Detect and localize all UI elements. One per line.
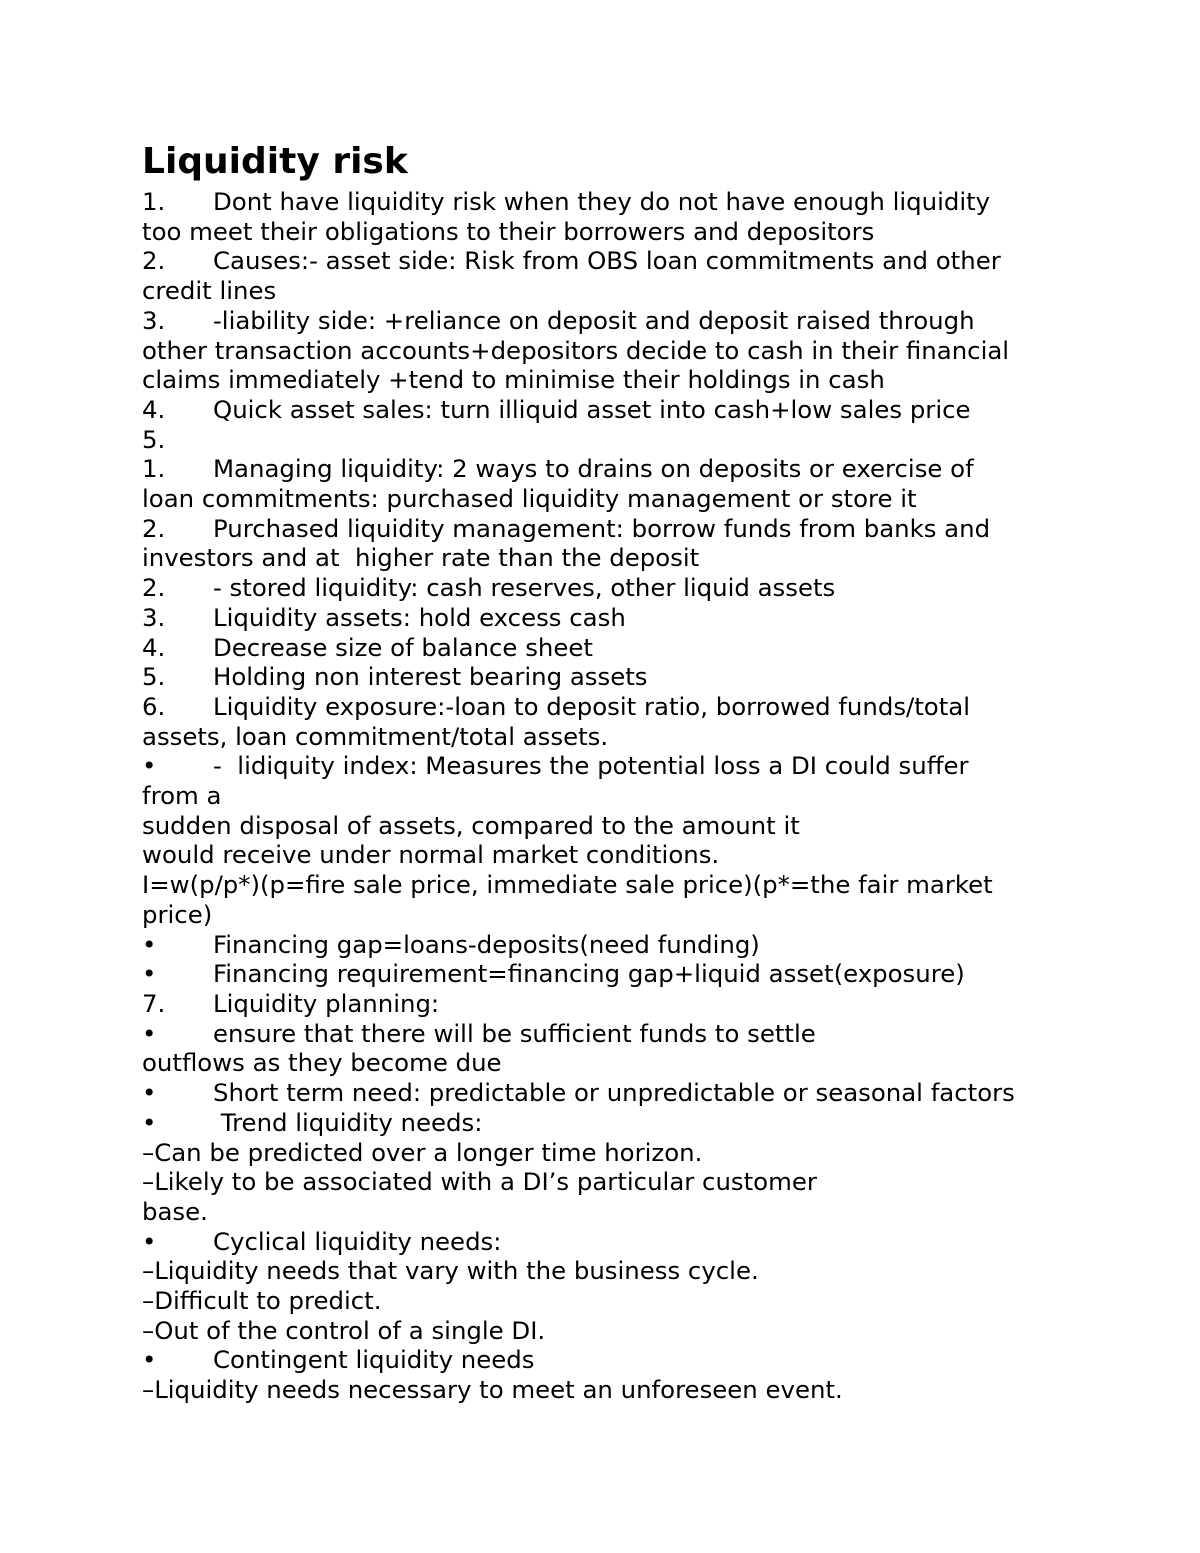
list-number: 1. [142,187,166,216]
line-text: base. [142,1196,208,1226]
bullet-marker: • [142,1345,157,1375]
text-line [142,217,1062,247]
line-text: Dont have liquidity risk when they do not have enough liquidity [213,187,991,216]
list-item [142,930,1062,960]
list-number: 2. [142,246,166,276]
line-text: - stored liquidity: cash reserves, other liquid assets [213,573,836,603]
line-text: assets, loan commitment/total assets. [142,721,609,751]
list-number: 5. [142,662,166,692]
list-number: 2. [142,513,166,543]
text-line [142,1256,1062,1286]
line-text: -liability side: +reliance on deposit and deposit raised through [213,305,975,335]
text-line [142,781,1062,811]
line-text: outflows as they become due [142,1048,502,1078]
line-text: Quick asset sales: turn illiquid asset into cash+low sales price [213,394,971,424]
text-line [142,870,1062,900]
text-line [142,1197,1062,1227]
list-item [142,662,1062,692]
text-line [142,1286,1062,1316]
text-line [142,276,1062,306]
list-item [142,692,1062,722]
text-line [142,1048,1062,1078]
line-text: Cyclical liquidity needs: [213,1226,502,1256]
line-text: claims immediately +tend to minimise their holdings in cash [142,365,885,395]
list-item [142,1108,1062,1138]
text-line [142,840,1062,870]
line-text: Liquidity exposure:-loan to deposit ratio, borrowed funds/total [213,691,971,721]
text-line [142,722,1062,752]
line-text: loan commitments: purchased liquidity management or store it [142,484,917,514]
list-item [142,454,1062,484]
bullet-marker: • [142,751,157,781]
document-body [142,187,1062,1405]
line-text: - lidiquity index: Measures the potential loss a DI could suffer [213,751,969,781]
document-page [142,140,1062,1405]
text-line [142,811,1062,841]
list-item [142,395,1062,425]
list-item [142,989,1062,1019]
line-text: Financing requirement=financing gap+liquid asset(exposure) [213,959,965,989]
text-line [142,365,1062,395]
text-line [142,1167,1062,1197]
list-number: 3. [142,305,166,335]
list-number: 6. [142,691,166,721]
document-title: Liquidity risk [142,141,408,182]
line-text: sudden disposal of assets, compared to the amount it [142,810,800,840]
list-number: 4. [142,632,166,662]
list-item [142,514,1062,544]
line-text: would receive under normal market conditions. [142,840,720,870]
line-text: –Liquidity needs necessary to meet an unforeseen event. [142,1375,843,1405]
line-text: price) [142,899,213,929]
line-text: too meet their obligations to their borrowers and depositors [142,216,875,246]
line-text: from a [142,781,222,811]
list-item [142,1345,1062,1375]
text-line [142,543,1062,573]
line-text: ensure that there will be sufficient funds to settle [213,1018,816,1048]
line-text: –Likely to be associated with a DI’s particular customer [142,1167,817,1197]
line-text: Holding non interest bearing assets [213,662,648,692]
bullet-marker: • [142,1018,157,1048]
list-item [142,187,1062,217]
line-text: Causes:- asset side: Risk from OBS loan commitments and other [213,246,1001,276]
bullet-marker: • [142,959,157,989]
list-number: 4. [142,394,166,424]
list-item [142,633,1062,663]
list-item [142,246,1062,276]
text-line [142,1138,1062,1168]
bullet-marker: • [142,1107,157,1137]
line-text: –Out of the control of a single DI. [142,1315,546,1345]
list-item [142,306,1062,336]
list-number: 3. [142,602,166,632]
line-text: Managing liquidity: 2 ways to drains on deposits or exercise of [213,454,974,484]
text-line [142,900,1062,930]
bullet-marker: • [142,929,157,959]
text-line [142,1375,1062,1405]
line-text: Liquidity assets: hold excess cash [213,602,626,632]
line-text: Short term need: predictable or unpredictable or seasonal factors [213,1078,1015,1108]
line-text: other transaction accounts+depositors decide to cash in their financial [142,335,1010,365]
line-text: Liquidity planning: [213,988,440,1018]
line-text: Financing gap=loans-deposits(need funding) [213,929,760,959]
line-text: credit lines [142,276,277,306]
list-item [142,1019,1062,1049]
bullet-marker: • [142,1226,157,1256]
list-number: 5. [142,424,166,454]
line-text: investors and at higher rate than the deposit [142,543,700,573]
line-text: –Difficult to predict. [142,1286,382,1316]
bullet-marker: • [142,1078,157,1108]
list-item [142,751,1062,781]
list-item [142,603,1062,633]
text-line [142,336,1062,366]
list-item [142,959,1062,989]
line-text: Contingent liquidity needs [213,1345,535,1375]
line-text: –Liquidity needs that vary with the business cycle. [142,1256,759,1286]
list-item [142,573,1062,603]
line-text: Trend liquidity needs: [213,1107,483,1137]
text-line [142,1316,1062,1346]
line-text: –Can be predicted over a longer time horizon. [142,1137,703,1167]
line-text: I=w(p/p*)(p=fire sale price, immediate sale price)(p*=the fair market [142,870,993,900]
text-line [142,484,1062,514]
list-number: 2. [142,573,166,603]
list-item [142,425,1062,455]
line-text: Decrease size of balance sheet [213,632,593,662]
list-item [142,1078,1062,1108]
list-item [142,1227,1062,1257]
list-number: 7. [142,988,166,1018]
list-number: 1. [142,454,166,484]
line-text: Purchased liquidity management: borrow funds from banks and [213,513,991,543]
